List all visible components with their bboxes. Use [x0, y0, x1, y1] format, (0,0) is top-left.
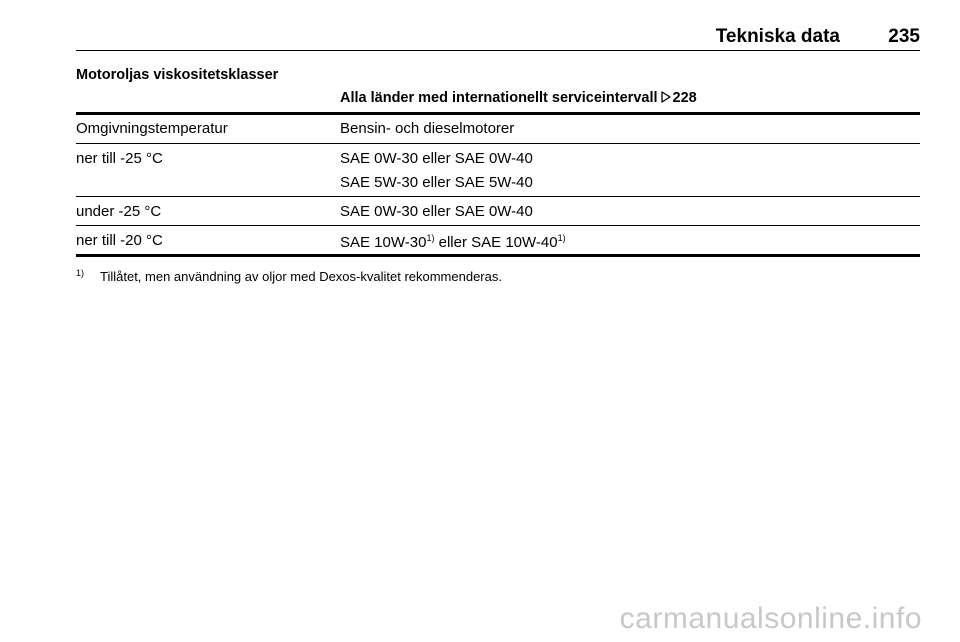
page-number: 235 [888, 26, 920, 47]
table-row-divider [76, 196, 920, 197]
oil-grade-text: eller SAE 10W-40 [434, 234, 558, 251]
table-cell-temperature: ner till -20 °C [76, 232, 163, 249]
table-cell-oil [340, 234, 566, 251]
table-caption-text: Alla länder med internationellt serviceintervall [340, 90, 658, 106]
table-cell-oil: SAE 0W-30 eller SAE 0W-40 [340, 203, 533, 220]
table-bottom-rule [76, 254, 920, 257]
footnote-mark: 1) [76, 268, 85, 278]
footnote-reference: 1) [557, 233, 566, 243]
header-section-title: Tekniska data [715, 26, 840, 47]
footnote [76, 268, 502, 284]
table-row-divider [76, 143, 920, 144]
column-header-engines: Bensin- och dieselmotorer [340, 120, 515, 137]
cross-reference-page-link[interactable]: 228 [672, 90, 697, 106]
page-header [76, 24, 920, 51]
table-cell-temperature: ner till -25 °C [76, 150, 163, 167]
watermark: carmanualsonline.info [619, 602, 922, 635]
table-cell-oil: SAE 0W-30 eller SAE 0W-40 [340, 150, 533, 167]
column-header-temperature: Omgivningstemperatur [76, 120, 228, 137]
table-row-divider [76, 225, 920, 226]
oil-grade-text: SAE 10W-30 [340, 234, 427, 251]
table-top-rule [76, 112, 920, 115]
table-caption [340, 90, 697, 106]
table-cell-temperature: under -25 °C [76, 203, 162, 220]
section-title: Motoroljas viskositetsklasser [76, 67, 279, 83]
footnote-text: Tillåtet, men användning av oljor med Dexos-kvalitet rekommenderas. [100, 269, 502, 284]
table-cell-oil: SAE 5W-30 eller SAE 5W-40 [340, 174, 533, 191]
footnote-reference: 1) [426, 233, 435, 243]
cross-reference-arrow-icon[interactable] [661, 91, 671, 103]
